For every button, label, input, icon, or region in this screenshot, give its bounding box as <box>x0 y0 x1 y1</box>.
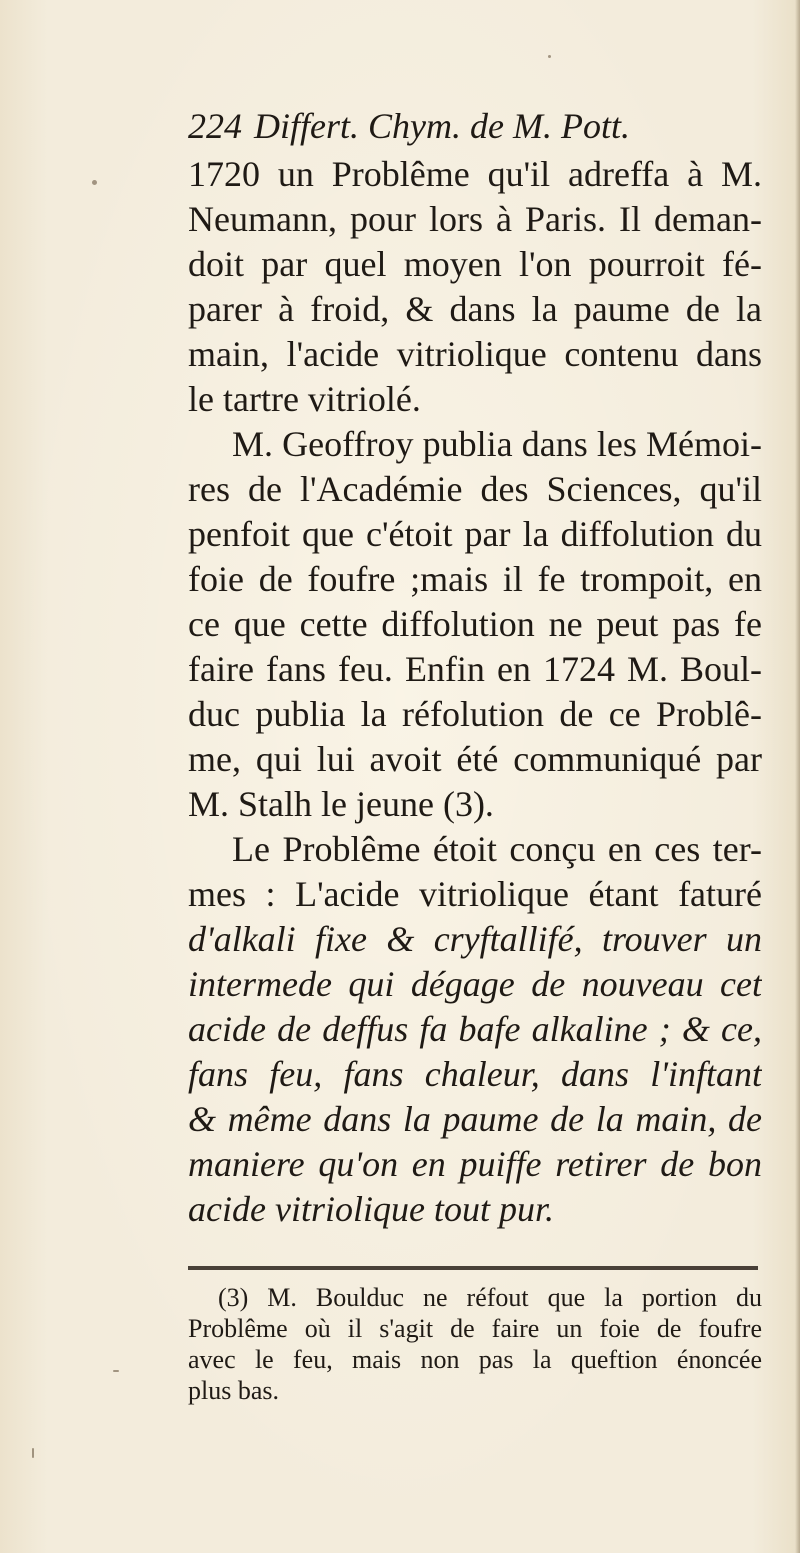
paragraph-2 <box>188 422 762 827</box>
ink-speck <box>113 1370 119 1372</box>
text-line: Le Problême étoit conçu en ces ter- <box>232 829 762 869</box>
text-line: acide vitriolique tout pur. <box>188 1189 554 1229</box>
running-header <box>188 100 762 152</box>
text-line: & même dans la paume de la main, de <box>188 1099 762 1139</box>
footnote <box>188 1282 762 1406</box>
ink-speck <box>548 55 551 58</box>
footnote-line: plus bas. <box>188 1376 279 1405</box>
text-line: doit par quel moyen l'on pourroit fé- <box>188 244 762 284</box>
text-line: intermede qui dégage de nouveau cet <box>188 964 762 1004</box>
text-line: faire fans feu. Enfin en 1724 M. Boul- <box>188 649 762 689</box>
page-number: 224 <box>188 106 242 146</box>
footnote-line: Problême où il s'agit de faire un foie de foufre <box>188 1314 762 1343</box>
text-line: 1720 un Problême qu'il adreffa à M. <box>188 154 762 194</box>
text-line: d'alkali fixe & cryftallifé, trouver un <box>188 919 762 959</box>
problem-statement <box>188 917 762 1232</box>
text-line: acide de deffus fa bafe alkaline ; & ce, <box>188 1009 762 1049</box>
text-line: Neumann, pour lors à Paris. Il deman- <box>188 199 762 239</box>
text-line: me, qui lui avoit été communiqué par <box>188 739 762 779</box>
text-line: res de l'Académie des Sciences, qu'il <box>188 469 762 509</box>
text-line: ce que cette diffolution ne peut pas fe <box>188 604 762 644</box>
footnote-rule <box>188 1266 758 1270</box>
running-title: Differt. Chym. de M. Pott. <box>254 106 630 146</box>
paragraph-3 <box>188 827 762 917</box>
page-edge-shadow <box>795 0 800 1553</box>
footnote-line: (3) M. Boulduc ne réfout que la portion du <box>218 1283 762 1312</box>
text-line: M. Geoffroy publia dans les Mémoi- <box>232 424 762 464</box>
text-line: maniere qu'on en puiffe retirer de bon <box>188 1144 762 1184</box>
footnote-line: avec le feu, mais non pas la queftion énoncée <box>188 1345 762 1374</box>
text-line: fans feu, fans chaleur, dans l'inftant <box>188 1054 762 1094</box>
text-line: duc publia la réfolution de ce Problê- <box>188 694 762 734</box>
ink-speck <box>92 180 97 185</box>
text-line: parer à froid, & dans la paume de la <box>188 289 762 329</box>
page-text <box>188 100 762 1406</box>
text-line: penfoit que c'étoit par la diffolution du <box>188 514 762 554</box>
text-line: mes : L'acide vitriolique étant faturé <box>188 874 762 914</box>
text-line: M. Stalh le jeune (3). <box>188 784 494 824</box>
ink-speck <box>32 1448 34 1458</box>
text-line: main, l'acide vitriolique contenu dans <box>188 334 762 374</box>
text-line: foie de foufre ;mais il fe trompoit, en <box>188 559 762 599</box>
paragraph-1 <box>188 152 762 422</box>
text-line: le tartre vitriolé. <box>188 379 421 419</box>
